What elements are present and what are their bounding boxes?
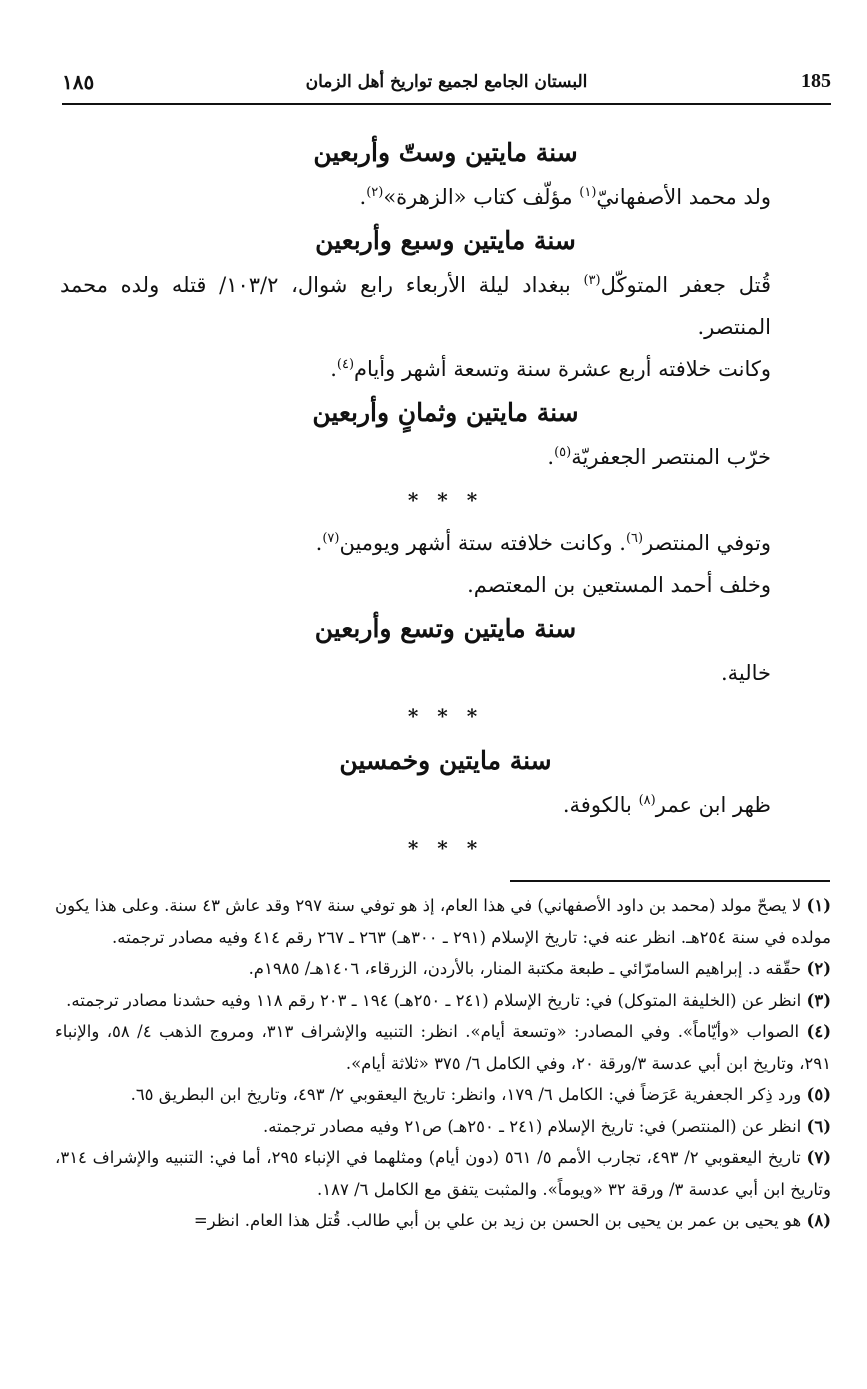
- year-heading: سنة مايتين وسبع وأربعين: [315, 226, 576, 255]
- paragraph: [60, 348, 831, 390]
- footnote-ref: (١): [579, 185, 597, 200]
- paragraph: وخلف أحمد المستعين بن المعتصم.: [467, 573, 771, 597]
- footnote: [55, 890, 831, 953]
- section-separator: * * *: [407, 704, 484, 728]
- text-run: وتوفي المنتصر: [643, 531, 771, 555]
- footnote-text: انظر عن (الخليفة المتوكل) في: تاريخ الإسلام (٢٤١ ـ ٢٥٠هـ) ١٩٤ ـ ٢٠٣ رقم ١١٨ وفيه حشدنا مصادر ترجمته.: [66, 990, 802, 1010]
- year-heading: سنة مايتين وتسع وأربعين: [314, 614, 577, 643]
- text-run: بالكوفة.: [562, 793, 639, 817]
- footnote-number: (٨): [806, 1211, 831, 1230]
- footnote: [55, 1142, 831, 1205]
- footnote-number: (١): [806, 896, 831, 915]
- footnote-ref: (٣): [583, 273, 601, 288]
- paragraph: [60, 264, 831, 348]
- text-run: .: [315, 531, 323, 555]
- text-run: ظهر ابن عمر: [655, 793, 771, 817]
- footnote-number: (٦): [806, 1116, 831, 1136]
- paragraph: خالية.: [720, 661, 771, 685]
- text-run: . وكانت خلافته ستة أشهر ويومين: [339, 531, 626, 555]
- footnote: [55, 1016, 831, 1079]
- footnote-number: (٥): [806, 1085, 831, 1104]
- text-run: ببغداد ليلة الأربعاء رابع شوال، ١٠٣/٢/ قتله ولده محمد المنتصر.: [60, 273, 771, 339]
- footnote: [55, 1205, 831, 1237]
- main-text: [60, 130, 831, 870]
- page-number-arabic: ١٨٥: [62, 70, 95, 94]
- footnote-ref: (٦): [625, 531, 644, 546]
- footnote-text: هو يحيى بن عمر بن يحيى بن الحسن بن زيد بن علي بن أبي طالب. قُتل هذا العام. انظر=: [193, 1211, 802, 1230]
- footnote-ref: (٤): [336, 357, 355, 372]
- section-separator: * * *: [407, 488, 484, 512]
- paragraph: [60, 522, 831, 564]
- year-heading: سنة مايتين وخمسين: [339, 746, 552, 775]
- footnote-number: (٢): [806, 959, 831, 978]
- footnote-text: حقّقه د. إبراهيم السامرّائي ـ طبعة مكتبة المنار، بالأردن، الزرقاء، ١٤٠٦هـ/ ١٩٨٥م.: [248, 959, 802, 978]
- section-separator: * * *: [407, 836, 484, 860]
- text-run: .: [547, 445, 555, 469]
- footnotes: [55, 890, 831, 1237]
- footnote-text: الصواب «وأيّاماً». وفي المصادر: «وتسعة أيام». انظر: التنبيه والإشراف ٣١٣، ومروج الذهب ٤/ ٥٨، والإنباء ٢٩١، وتاريخ ابن أبي عدسة ٣/ورقة ٢٠، وفي الكامل ٦/ ٣٧٥ «ثلاثة أيام».: [55, 1022, 831, 1073]
- book-title: البستان الجامع لجميع تواريخ أهل الزمان: [305, 72, 588, 92]
- running-header: [62, 64, 831, 100]
- footnote: [55, 1079, 831, 1111]
- footnote: [55, 985, 831, 1017]
- year-heading: سنة مايتين وثمانٍ وأربعين: [312, 398, 579, 427]
- footnote-ref: (٧): [322, 531, 340, 546]
- text-run: .: [330, 357, 337, 381]
- footnote: [55, 1111, 831, 1143]
- text-run: خرّب المنتصر الجعفريّة: [571, 445, 771, 469]
- paragraph: [60, 176, 831, 218]
- paragraph: [60, 436, 831, 478]
- footnote-ref: (٥): [554, 445, 572, 460]
- footnote-ref: (٢): [366, 185, 384, 200]
- footnote-number: (٤): [806, 1022, 831, 1041]
- page-number-latin: 185: [801, 70, 831, 92]
- text-run: مؤلّف كتاب «الزهرة»: [383, 185, 580, 209]
- year-heading: سنة مايتين وستّ وأربعين: [313, 138, 578, 167]
- footnote-text: لا يصحّ مولد (محمد بن داود الأصفهاني) في هذا العام، إذ هو توفي سنة ٢٩٧ وقد عاش ٤٣ سنة. وعلى هذا يكون مولده في سنة ٢٥٤هـ. انظر عنه في: تاريخ الإسلام (٢٩١ ـ ٣٠٠هـ) ٢٦٣ ـ ٢٦٧ رقم ٤١٤ وفيه مصادر ترجمته.: [55, 896, 831, 947]
- footnote-ref: (٨): [638, 793, 656, 808]
- footnote-rule: [510, 880, 830, 882]
- text-run: وكانت خلافته أربع عشرة سنة وتسعة أشهر وأيام: [354, 357, 771, 381]
- footnote-text: ورد ذِكر الجعفرية عَرَضاً في: الكامل ٦/ ١٧٩، وانظر: تاريخ اليعقوبي ٢/ ٤٩٣، وتاريخ ابن البطريق ٦٥.: [130, 1085, 802, 1104]
- footnote-text: انظر عن (المنتصر) في: تاريخ الإسلام (٢٤١ ـ ٢٥٠هـ) ص٢١ وفيه مصادر ترجمته.: [262, 1116, 802, 1136]
- text-run: قُتل جعفر المتوكّل: [600, 273, 771, 297]
- footnote-number: (٣): [806, 990, 831, 1010]
- footnote-number: (٧): [806, 1148, 831, 1167]
- footnote-text: تاريخ اليعقوبي ٢/ ٤٩٣، تجارب الأمم ٥/ ٥٦١ (دون أيام) ومثلهما في الإنباء ٢٩٥، أما في: التنبيه والإشراف ٣١٤، وتاريخ ابن أبي عدسة ٣/ ورقة ٣٢ «ويوماً». والمثبت يتفق مع الكامل ٦/ ١٨٧.: [55, 1148, 831, 1199]
- header-rule: [62, 103, 831, 105]
- paragraph: [60, 784, 831, 826]
- text-run: .: [359, 185, 367, 209]
- footnote: [55, 953, 831, 985]
- text-run: ولد محمد الأصفهانيّ: [596, 185, 771, 209]
